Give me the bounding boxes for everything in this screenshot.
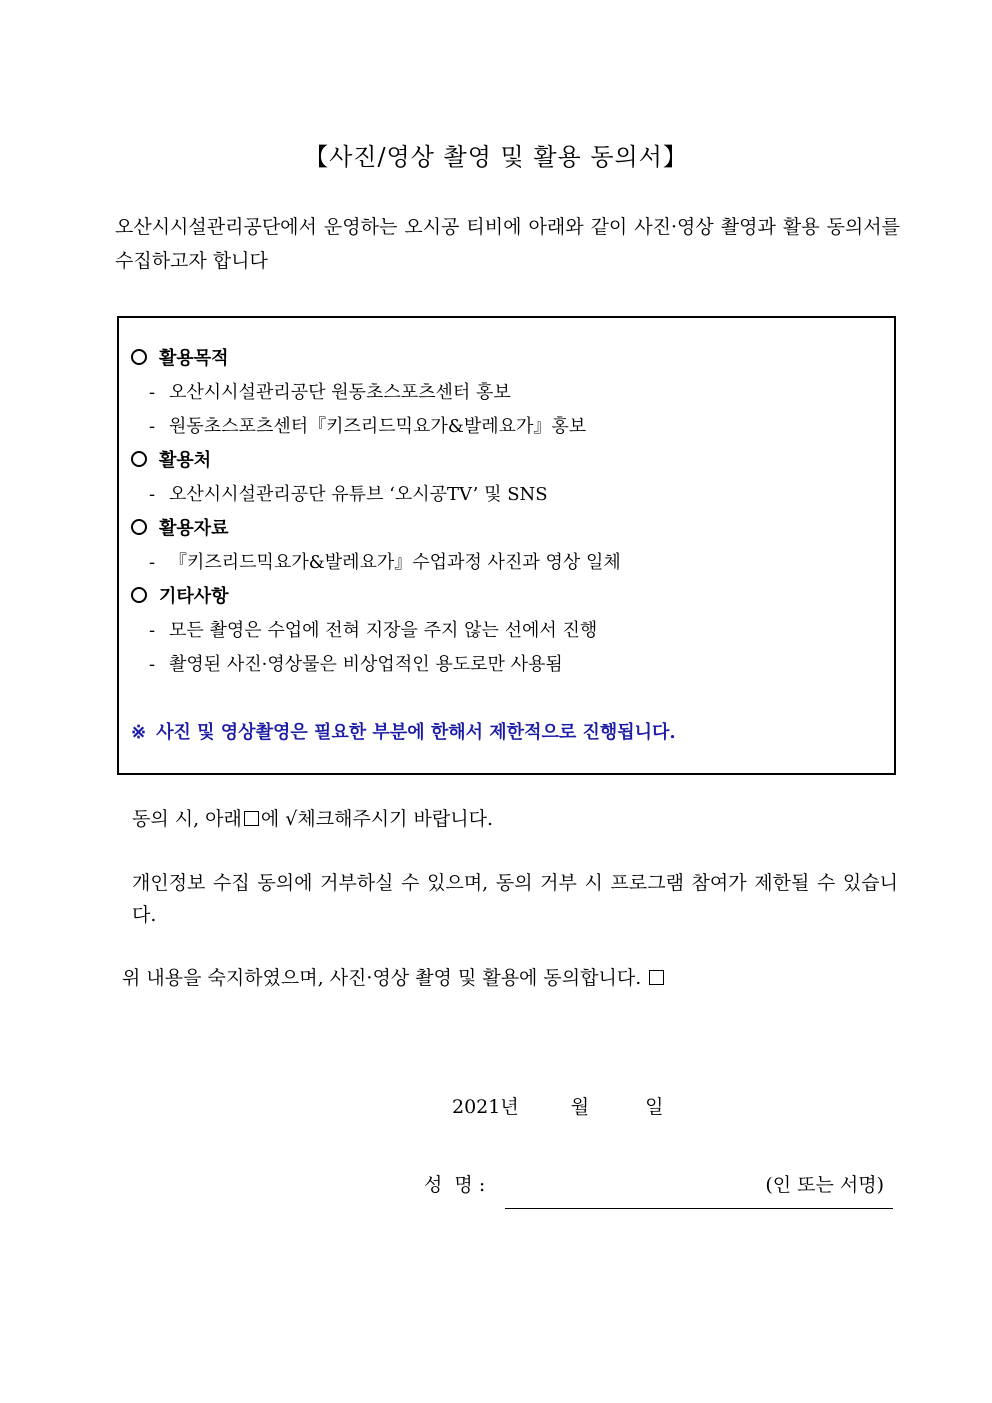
circle-bullet-icon bbox=[131, 451, 147, 467]
agree-statement: 위 내용을 숙지하였으며, 사진·영상 촬영 및 활용에 동의합니다. bbox=[122, 962, 666, 994]
section-item: - 원동초스포츠센터『키즈리드믹요가&발레요가』홍보 bbox=[131, 410, 882, 444]
section-item: - 촬영된 사진·영상물은 비상업적인 용도로만 사용됨 bbox=[131, 648, 882, 682]
dash-bullet: - bbox=[149, 620, 156, 641]
signature-field[interactable] bbox=[505, 1208, 893, 1209]
date-day: 일 bbox=[645, 1096, 664, 1118]
section-heading-purpose: 활용목적 bbox=[131, 342, 882, 376]
dash-bullet: - bbox=[149, 484, 156, 505]
date-line bbox=[452, 1091, 663, 1123]
dash-bullet: - bbox=[149, 552, 156, 573]
circle-bullet-icon bbox=[131, 587, 147, 603]
checkbox-icon bbox=[244, 811, 259, 826]
circle-bullet-icon bbox=[131, 519, 147, 535]
agree-checkbox[interactable] bbox=[649, 970, 664, 985]
section-item: - 모든 촬영은 수업에 전혀 지장을 주지 않는 선에서 진행 bbox=[131, 614, 882, 648]
info-box bbox=[117, 316, 896, 775]
section-item: - 『키즈리드믹요가&발레요가』수업과정 사진과 영상 일체 bbox=[131, 546, 882, 580]
section-heading-other: 기타사항 bbox=[131, 580, 882, 614]
signature-label: 성 명 : bbox=[424, 1174, 486, 1196]
section-heading-materials: 활용자료 bbox=[131, 512, 882, 546]
dash-bullet: - bbox=[149, 654, 156, 675]
dash-bullet: - bbox=[149, 416, 156, 437]
check-instruction: 동의 시, 아래 에 √체크해주시기 바랍니다. bbox=[132, 808, 494, 830]
intro-paragraph: 오산시시설관리공단에서 운영하는 오시공 티비에 아래와 같이 사진·영상 촬영과 활용 동의서를 수집하고자 합니다 bbox=[115, 216, 900, 272]
section-item: - 오산시시설관리공단 유튜브 ‘오시공TV’ 및 SNS bbox=[131, 478, 882, 512]
dash-bullet: - bbox=[149, 382, 156, 403]
spacer bbox=[131, 682, 882, 716]
reference-mark-icon: ※ bbox=[131, 722, 147, 743]
date-month: 월 bbox=[570, 1096, 590, 1118]
document-title: 【사진/영상 촬영 및 활용 동의서】 bbox=[304, 143, 688, 171]
notice-line bbox=[131, 716, 882, 750]
notice-text: 사진 및 영상촬영은 필요한 부분에 한해서 제한적으로 진행됩니다. bbox=[156, 722, 676, 743]
info-box-content bbox=[131, 342, 882, 750]
signature-hint: (인 또는 서명) bbox=[765, 1174, 884, 1196]
section-item: - 오산시시설관리공단 원동초스포츠센터 홍보 bbox=[131, 376, 882, 410]
date-year: 2021년 bbox=[452, 1096, 519, 1118]
circle-bullet-icon bbox=[131, 349, 147, 365]
privacy-notice: 개인정보 수집 동의에 거부하실 수 있으며, 동의 거부 시 프로그램 참여가 제한될 수 있습니다. bbox=[132, 872, 898, 926]
section-heading-usage: 활용처 bbox=[131, 444, 882, 478]
